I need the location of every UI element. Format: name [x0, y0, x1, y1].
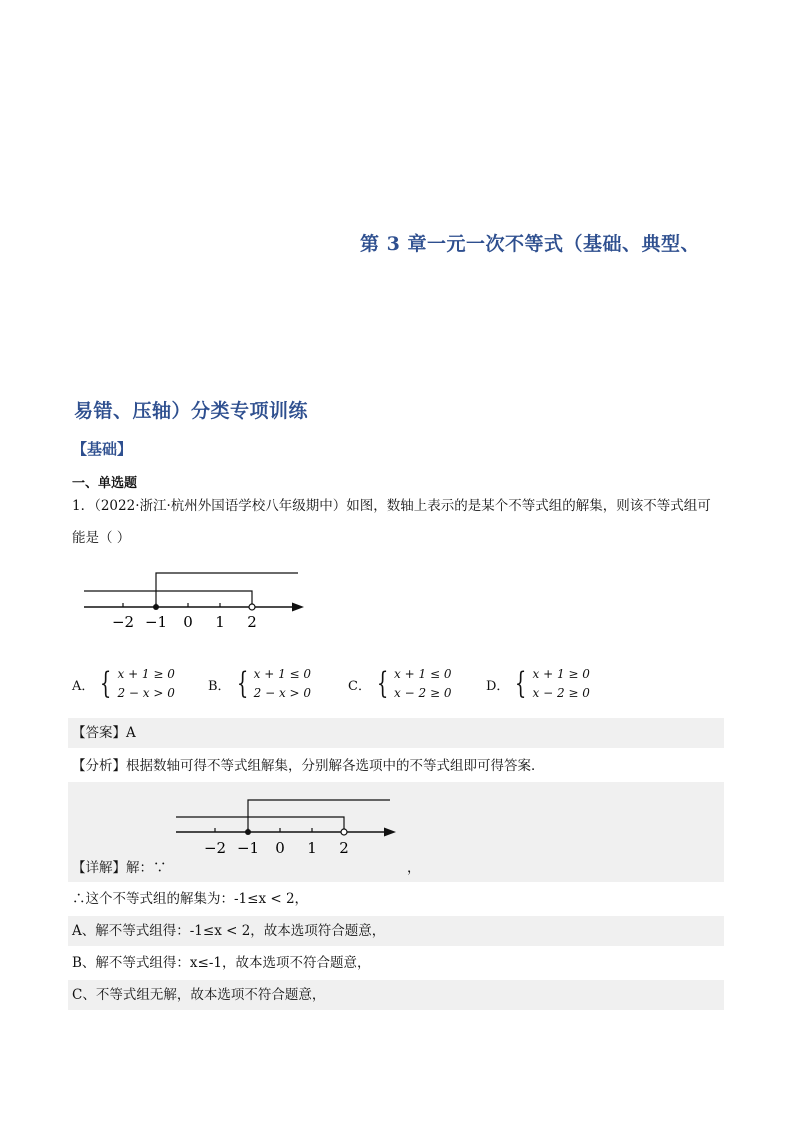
tick-label: −1 — [144, 613, 168, 631]
brace-icon: { — [376, 666, 389, 701]
detail-label: 【详解】 — [72, 860, 126, 876]
answer-label: 【答案】 — [72, 725, 126, 741]
analysis-text: 根据数轴可得不等式组解集，分别解各选项中的不等式组即可得答案． — [126, 758, 545, 774]
detail-prefix: 解：∵ — [126, 860, 167, 876]
question-line1: 1．（2022·浙江·杭州外国语学校八年级期中）如图，数轴上表示的是某个不等式组的解集，则该不等式组可 — [72, 498, 711, 514]
doc-title-line2: 易错、压轴）分类专项训练 — [74, 400, 309, 422]
doc-title-line1: 第 3 章一元一次不等式（基础、典型、 — [360, 233, 700, 255]
inequality: 2 − x > 0 — [253, 686, 312, 700]
option-a[interactable] — [72, 665, 175, 703]
inequality: x − 2 ≥ 0 — [394, 686, 452, 700]
inequality: x + 1 ≤ 0 — [394, 667, 452, 681]
tick-label: 2 — [247, 613, 257, 631]
brace-icon: { — [100, 666, 112, 701]
closed-point-icon — [245, 829, 251, 835]
detail-line: A、解不等式组得：-1≤x < 2，故本选项符合题意， — [68, 916, 724, 946]
inequality: x + 1 ≥ 0 — [117, 667, 175, 681]
number-line-figure — [80, 565, 310, 635]
tick-label: 0 — [275, 839, 285, 857]
analysis-label: 【分析】 — [72, 758, 126, 774]
option-letter: C． — [348, 678, 371, 694]
detail-line: ∴这个不等式组的解集为：-1≤x < 2， — [72, 891, 309, 907]
tick-label: −2 — [203, 839, 227, 857]
inequality: 2 − x > 0 — [117, 686, 175, 700]
open-point-icon — [249, 604, 255, 610]
detail-line: B、解不等式组得：x≤-1，故本选项不符合题意， — [72, 955, 371, 971]
section-label: 【基础】 — [72, 440, 133, 458]
detail-suffix: ， — [407, 860, 421, 876]
tick-label: −1 — [236, 839, 260, 857]
tick-label: 1 — [215, 613, 225, 631]
brace-icon: { — [236, 666, 248, 701]
analysis-row — [68, 751, 724, 781]
answer-value: A — [126, 725, 136, 741]
tick-label: 0 — [183, 613, 193, 631]
option-b[interactable] — [208, 665, 311, 703]
tick-label: −2 — [111, 613, 135, 631]
option-letter: D． — [486, 678, 510, 694]
option-letter: B． — [208, 678, 231, 694]
answer-row — [68, 718, 724, 748]
open-point-icon — [341, 829, 347, 835]
option-letter: A． — [72, 678, 95, 694]
brace-icon: { — [515, 666, 527, 701]
question-line2: 能是（ ） — [72, 530, 131, 546]
subsection-label: 一、单选题 — [72, 476, 138, 491]
detail-line: C、不等式组无解，故本选项不符合题意， — [68, 980, 724, 1010]
tick-label: 2 — [339, 839, 349, 857]
number-line-figure-detail — [172, 790, 402, 860]
detail-intro — [72, 858, 167, 878]
inequality: x + 1 ≤ 0 — [253, 667, 312, 681]
option-d[interactable] — [486, 665, 590, 703]
inequality: x + 1 ≥ 0 — [532, 667, 590, 681]
closed-point-icon — [153, 604, 159, 610]
tick-label: 1 — [307, 839, 317, 857]
option-c[interactable] — [348, 665, 451, 703]
inequality: x − 2 ≥ 0 — [532, 686, 590, 700]
